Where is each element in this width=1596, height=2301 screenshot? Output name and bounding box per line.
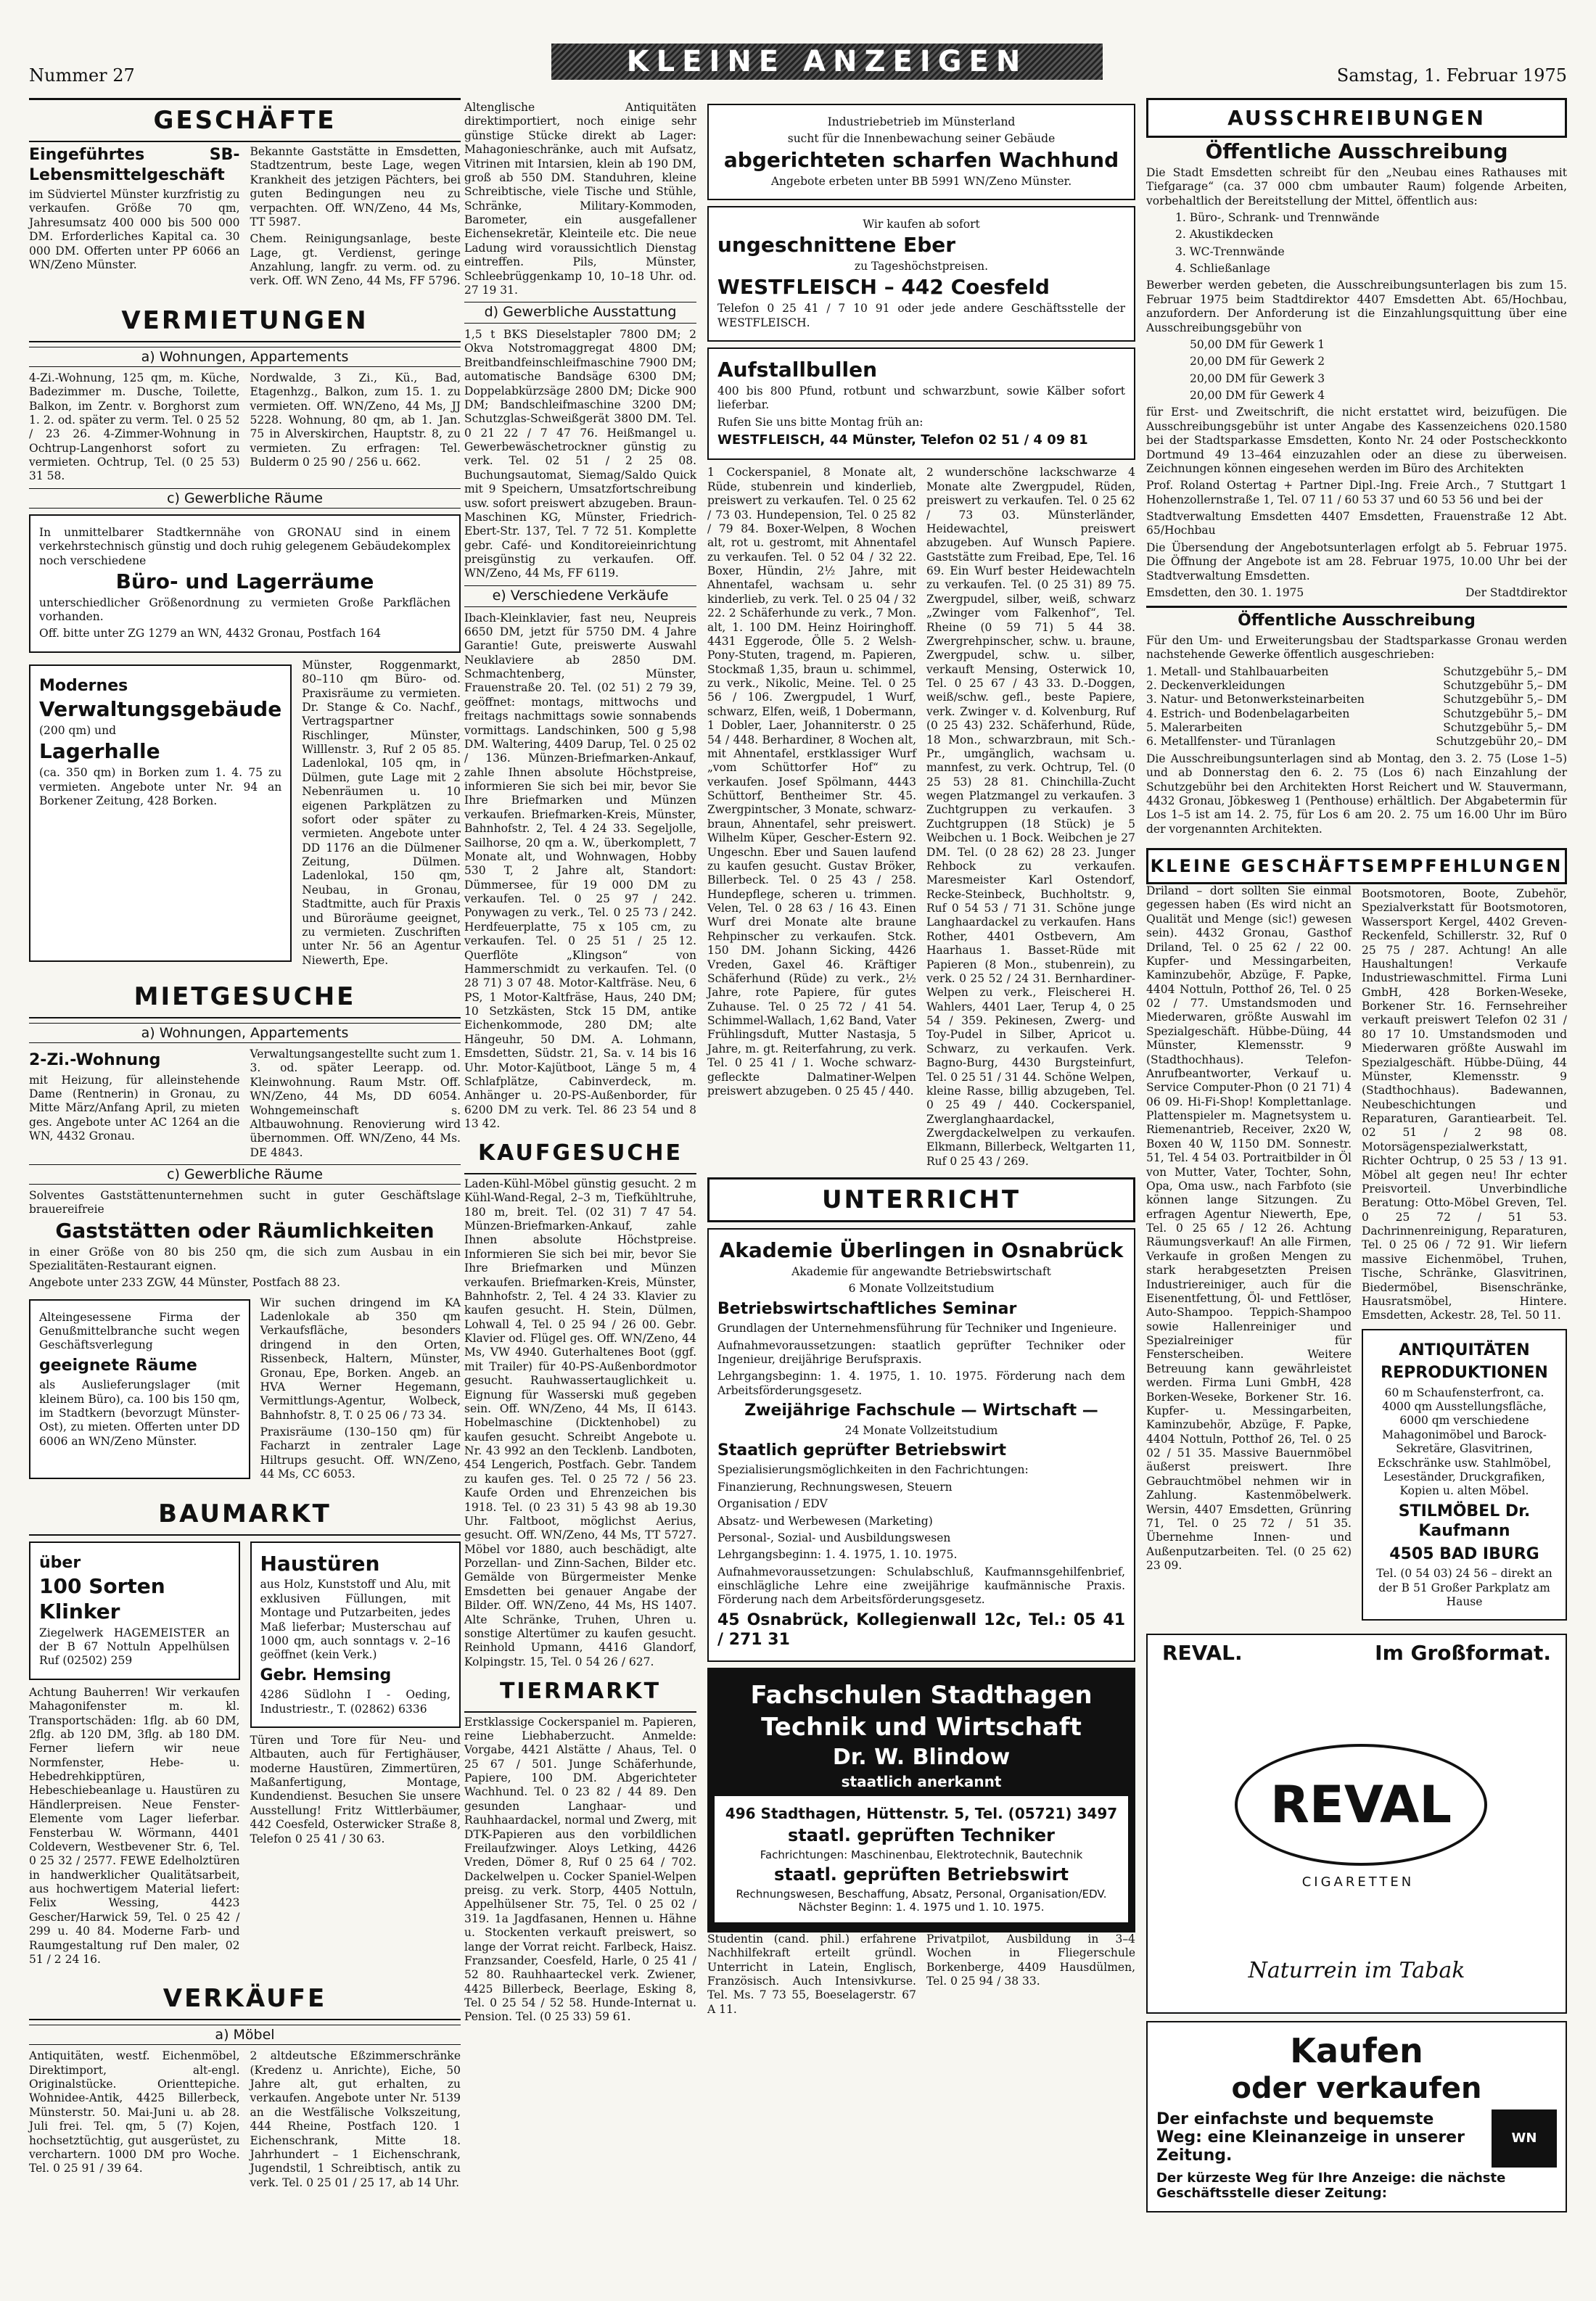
ad-heading: Klinker xyxy=(39,1599,120,1623)
subsection: a) Möbel xyxy=(29,2025,461,2045)
ad-text: aus Holz, Kunststoff und Alu, mit exklusiven Füllungen, mit Montage und Putzarbeiten, jedes Maß lieferbar; Musterschau auf 1000 qm, auch sonntags v. 2–16 geöffnet (kein Verk.) xyxy=(260,1578,451,1662)
list-item: 4. Schließanlage xyxy=(1175,262,1270,276)
ad-text: Alteingesessene Firma der Genußmittelbranche sucht wegen Geschäftsverlegung xyxy=(39,1310,240,1352)
ad-heading: Haustüren xyxy=(260,1551,380,1576)
ad-text: 2 wunderschöne lackschwarze 4 Monate alte Zwergpudel, Rüden, preiswert zu verkaufen. Tel. 0 25 62 / 73 03. Münsterländer, Heidewachtel, preiswert abzugeben. Auf Wunsch Papiere. Gaststätte zum Freibad, Epe, Tel. 16 69. Ein Wurf bester Heidewachteln zu verkaufen. Tel. (0 25 31) 89 75. Zwergpudel, silber, weiß, schwarz „Zwinger vom Falkenhof“, Tel. Rheine (0 59 71) 5 44 38. Zwergrehpinscher, schw. u. braune, Zwergpudel, schw. u. silber, verkauft Mensing, Osterwick 10, Tel. 0 25 67 / 43 33. D.-Doggen, weiß/schw. gefl., beste Papiere, verk. Zwinger v. d. Kolvenburg, Ruf (0 25 43) 232. Schäferhund, Rüde, 18 Mon., schwarzbraun, mit Sch.-Pr., umgänglich, wachsam u. mannfest, zu verk. Ochtrup, Tel. (0 25 53) 28 81. Chinchilla-Zucht wegen Platzmangel zu verkaufen. 3 Zuchtgruppen zu verkaufen. 3 Zuchtgruppen (18 Stück) je 5 Weibchen u. 1 Bock. Weibchen je 27 DM. Tel. (0 28 62) 28 23. Junger Rehbock zu verkaufen. Maresmeister Karl Ostendorf, Recke-Steinbeck, Buchholtstr. 9, Ruf 0 54 53 / 71 31. Schöne junge Langhaardackel zu verkaufen. Hans Rother, 4401 Ostbevern, Am Haarhaus 1. Basset-Rüde mit Papieren (8 Mon., stubenrein), zu verk. 0 25 52 / 24 31. Bernhardiner-Welpen zu verk., Fleischerei H. Wahlers, 4401 Laer, Terup 4, 0 25 54 / 359. Pekinesen, Zwerg- und Toy-Pudel in Silber, Apricot u. Schwarz, zu verkaufen. Verk. Bagno-Burg, 4430 Burgsteinfurt, Tel. 0 25 51 / 31 44. Schöne Welpen, kleine Rasse, billig abzugeben, Tel. 0 25 49 / 440. Cockerspaniel, Zwerglanghaardackel, Zwergdackelwelpen zu verkaufen. Elkmann, Billerbeck, Weltgarten 11, Ruf 0 25 43 / 269. xyxy=(926,466,1135,1168)
section-kaufgesuche: KAUFGESUCHE xyxy=(464,1134,696,1174)
section-banner: KLEINE ANZEIGEN xyxy=(551,44,1103,80)
ad-heading: ANTIQUITÄTEN xyxy=(1399,1341,1530,1359)
ad-text: zu Tageshöchstpreisen. xyxy=(854,260,989,273)
ad-text: (ca. 350 qm) in Borken zum 1. 4. 75 zu vermieten. Angebote unter Nr. 94 an Borkener Zeitung, 428 Borken. xyxy=(39,766,282,808)
column-4 xyxy=(1146,98,1567,2218)
ad-stilmoebel xyxy=(1362,1329,1567,1621)
ad-text: Antiquitäten, westf. Eichenmöbel, Direktimport, alt-engl. Originalstücke. Orienttepiche. Wohnidee-Antik, 4425 Billerbeck, Münsterstr. 50. Mai-Juni u. ab 28. Juli frei. Tel. qm, 5 (7) Kojen, hochsetztüchtig, gut ausgerüstet, zu verchartern. 1000 DM pro Woche. Tel. 0 25 91 / 39 64. xyxy=(29,2049,240,2176)
ad-heading: Kaufen xyxy=(1290,2031,1423,2071)
ad-text: Der kürzeste Weg für Ihre Anzeige: die nächste Geschäftsstelle dieser Zeitung: xyxy=(1156,2170,1506,2201)
section-geschaefte: GESCHÄFTE xyxy=(29,100,461,142)
ad-hemsing xyxy=(250,1541,461,1728)
ad-heading: Lagerhalle xyxy=(39,739,160,764)
ad-heading: Öffentliche Ausschreibung xyxy=(1238,612,1476,630)
subsection: a) Wohnungen, Appartements xyxy=(29,1023,461,1043)
ad-text: in einer Größe von 80 bis 250 qm, die sich zum Ausbau in ein Spezialitäten-Restaurant eignen. xyxy=(29,1245,461,1272)
ad-heading: REPRODUKTIONEN xyxy=(1381,1364,1548,1383)
ad-heading: ungeschnittene Eber xyxy=(717,233,956,258)
ad-text: Industriebetrieb im Münsterland xyxy=(827,115,1016,128)
ad-text: mit Heizung, für alleinstehende Dame (Rentnerin) in Gronau, zu Mitte März/Anfang April, zu mieten ges. Angebote unter AC 1264 an die WN, 4432 Gronau. xyxy=(29,1073,240,1143)
ad-heading: Im Großformat. xyxy=(1375,1641,1551,1666)
lot-name: 4. Estrich- und Bodenbelagarbeiten xyxy=(1146,707,1350,720)
section-verkaeufe: VERKÄUFE xyxy=(29,1978,461,2020)
ad-heading: 2-Zi.-Wohnung xyxy=(29,1051,161,1070)
ad-text: Wir kaufen ab sofort xyxy=(863,217,980,231)
lot-name: 2. Deckenverkleidungen xyxy=(1146,678,1286,692)
ad-text: Aufnahmevoraussetzungen: Schulabschluß, Kaufmannsgehilfenbrief, einschlägliche Lehre eine zweijährige kaufmännische Praxis. Förderung nach dem Arbeitsförderungsgesetz. xyxy=(717,1565,1125,1607)
ad-text: Achtung Bauherren! Wir verkaufen Mahagonifenster m. kl. Transportschäden: 1flg. ab 60 DM, 2flg. ab 120 DM, 3flg. ab 180 DM. Ferner liefern wir neue Normfenster, Hebe- u. Hebedrehkipptüren, Hebeschiebeanlage u. Haustüren zu Händlerpreisen. Neue Fenster-Elemente vom Lager lieferbar. Fensterbau W. Wörmann, 4401 Coldevern, Westbevener Str. 6, Tel. 0 25 32 / 2577. FEWE Edelholztüren in handwerklicher Qualitätsarbeit, aus hochwertigem Material liefert: Felix Wessing, 4423 Gescher/Harwick 59, Tel. 0 25 42 / 299 u. 40 84. Moderne Farb- und Raumgestaltung ruf Den maler, 02 51 / 2 24 16. xyxy=(29,1685,240,1966)
ad-text: Bewerber werden gebeten, die Ausschreibungsunterlagen bis zum 15. Februar 1975 beim Stadtdirektor 4407 Emsdetten Abt. 65/Hochbau, anzufordern. Der Anforderung ist die Einzahlungsquittung über eine Ausschreibungsgebühr von xyxy=(1146,279,1567,334)
ad-text: 60 m Schaufensterfront, ca. 4000 qm Ausstellungsfläche, 6000 qm verschiedene Mahagonimöbel und Barock-Sekretäre, Glasvitrinen, Eckschränke usw. Stahlmöbel, Leseständer, Druckgrafiken, Kopien u. alten Möbel. xyxy=(1377,1386,1552,1498)
ad-klinker xyxy=(29,1541,240,1680)
ad-heading: Dr. W. Blindow xyxy=(832,1744,1011,1770)
ad-heading: Eingeführtes SB-Lebensmittelgeschäft xyxy=(29,146,240,184)
ad-heading: Gaststätten oder Räumlichkeiten xyxy=(55,1218,435,1243)
ad-text: Ziegelwerk HAGEMEISTER an der B 67 Nottuln Appelhülsen Ruf (02502) 259 xyxy=(39,1626,230,1668)
ad-text: Münster, Roggenmarkt, 80–110 qm Büro- od. Praxisräume zu vermieten. Dr. Stange & Co. Nachf., Vertragspartner Rischlinger, Münster, Willlenstr. 3, Ruf 2 05 85. Ladenlokal, 105 qm, in Dülmen, gute Lage mit 2 Nebenräumen u. 10 eigenen Parkplätzen zu sofort oder später zu vermieten. Angebote unter DD 1176 an die Dülmener Zeitung, Dülmen. Ladenlokal, 150 qm, Neubau, in Gronau, Stadtmitte, auch für Praxis und Büroräume geeignet, zu vermieten. Zuschriften unter Nr. 56 an Agentur Niewerth, Epe. xyxy=(302,658,461,967)
ad-akademie xyxy=(707,1228,1135,1662)
ad-contact: Angebote unter 233 ZGW, 44 Münster, Postfach 88 23. xyxy=(29,1276,340,1290)
ad-text: Rufen Sie uns bitte Montag früh an: xyxy=(717,415,924,429)
ad-text: Privatpilot, Ausbildung in 3–4 Wochen in Fliegerschule Borkenberge, 4409 Hausdülmen, Tel. 0 25 94 / 38 33. xyxy=(926,1932,1135,1988)
ad-heading: Aufstallbullen xyxy=(717,358,878,382)
ad-text: Ibach-Kleinklavier, fast neu, Neupreis 6650 DM, jetzt für 5750 DM. 4 Jahre Garantie! Gute, preiswerte Auswahl Neuklaviere ab 2850 DM. Schmachtenberg, Münster, Frauenstraße 20. Tel. (02 51) 2 79 39, geöffnet: montags, mittwochs und freitags nachmittags sowie sonnabends vormittags. Landschinken, 500 g 5,98 DM. Waltering, 4409 Darup, Tel. 0 25 02 / 136. Münzen-Briefmarken-Ankauf, zahle Ihnen absolute Höchstpreise, informieren Sie sich bei mir, bevor Sie Ihre Briefmarken und Münzen verkaufen. Briefmarken-Kreis, Münster, Bahnhofstr. 2, Tel. 4 24 33. Segeljolle, Sailhorse, 20 qm a. W., überkomplett, 7 Monate alt, und Wohnwagen, Hobby 530 T, 2 Jahre alt, Standort: Dümmersee, für 19 000 DM zu verkaufen. Tel. 0 25 97 / 242. Ponywagen zu verk., Tel. 0 25 73 / 242. Herdfeuerplatte, 75 x 105 cm, zu verkaufen. Tel. 0 25 51 / 25 12. Querflöte „Klingson“ von Hammerschmidt zu verkaufen. Tel. (0 28 71) 3 07 48. Motor-Kaltfräse. Neu, 6 PS, 1 Motor-Kaltfräse, Haus, 240 DM; 10 Setzkästen, Stck 15 DM, antike Eichenkommode, 280 DM; alte Hängeuhr, 50 DM. A. Lohmann, Emsdetten, Südstr. 21, Sa. v. 14 bis 16 Uhr. Motor-Kajütboot, Länge 5 m, 4 Schlafplätze, Cabinverdeck, m. Anhänger u. 20-PS-Außenborder, für 6200 DM zu verk. Tel. 86 23 54 und 8 13 42. xyxy=(464,611,696,1130)
lot-name: 3. Natur- und Betonwerksteinarbeiten xyxy=(1146,693,1365,707)
ad-heading: oder verkaufen xyxy=(1231,2071,1482,2105)
ad-text: Praxisräume (130–150 qm) für Facharzt in zentraler Lage Hiltrups gesucht. Off. WN/Zeno, 44 Ms, CC 6053. xyxy=(260,1425,461,1481)
ad-text: Fachrichtungen: Maschinenbau, Elektrotechnik, Bautechnik xyxy=(760,1848,1083,1861)
section-mietgesuche: MIETGESUCHE xyxy=(29,976,461,1018)
ad-text: Für den Um- und Erweiterungsbau der Stadtsparkasse Gronau werden nachstehende Gewerke öffentlich ausgeschrieben: xyxy=(1146,633,1567,662)
ad-text: Studentin (cand. phil.) erfahrene Nachhilfekraft erteilt gründl. Unterricht in Latein, Englisch, Französisch. Auch Intensivkurse. Tel. Ms. 7 73 55, Boeselagerstr. 67 A 11. xyxy=(707,1932,916,2016)
subsection: c) Gewerbliche Räume xyxy=(29,488,461,509)
list-item: Absatz- und Werbewesen (Marketing) xyxy=(717,1514,933,1528)
ad-heading: WESTFLEISCH – 442 Coesfeld xyxy=(717,275,1050,300)
list-item xyxy=(1146,665,1567,679)
ad-text: In unmittelbarer Stadtkernnähe von GRONAU sind in einem verkehrstechnisch günstig und doch ruhig gelegenem Gebäudekomplex noch verschiedene xyxy=(39,525,451,567)
ad-heading: Fachschulen Stadthagen xyxy=(750,1680,1093,1710)
list-item xyxy=(1146,707,1567,721)
section-unterricht: UNTERRICHT xyxy=(707,1177,1135,1222)
ad-text: 4-Zi.-Wohnung, 125 qm, m. Küche, Badezimmer m. Dusche, Toilette, Balkon, im Zentr. v. Borghorst zum 1. 2. od. später zu verm. Tel. 0 25 52 / 23 26. 4-Zimmer-Wohnung in Ochtrup-Langenhorst sofort zu vermieten. Ochtrup, Tel. (0 25 53) 31 58. xyxy=(29,371,240,483)
ad-contact: Off. bitte unter ZG 1279 an WN, 4432 Gronau, Postfach 164 xyxy=(39,627,382,641)
ad-text: staatlich anerkannt xyxy=(841,1772,1002,1790)
ad-text: Altenglische Antiquitäten direktimportiert, noch einige sehr günstige Stücke direkt ab Lager: Mahagonieschränke, auch mit Aufsatz, Vitrinen mit Intarsien, klein ab 190 DM, groß ab 550 DM. Standuhren, kleine Schreibtische, viele Tische und Stühle, Schränke, Military-Kommoden, Barometer, ein ausgefallener Eichensekretär, Kleinteile etc. Die neue Ladung wird voraussichtlich Dienstag eintreffen. Pils, Münster, Schleebrüggenkamp 10, 10–18 Uhr. od. 27 19 31. xyxy=(464,101,696,297)
ad-text: Grundlagen der Unternehmensführung für Techniker und Ingenieure. xyxy=(717,1322,1117,1335)
section-vermietungen: VERMIETUNGEN xyxy=(29,300,461,342)
signature: Der Stadtdirektor xyxy=(1465,585,1567,599)
ad-gaststaetten xyxy=(29,1189,461,1291)
ad-heading: staatl. geprüften Techniker xyxy=(787,1824,1056,1845)
ad-heading: REVAL. xyxy=(1162,1641,1243,1666)
ad-text: Bootsmotoren, Boote, Zubehör, Spezialverkstatt für Bootsmotoren, Wassersport Kergel, 4402 Greven-Reckenfeld, Schillerstr. 32, Ruf 0 25 75 / 287. Achtung! An alle Haushaltungen! Verkaufe Industriewaschmittel. Firma Luni GmbH, 428 Borken-Weseke, Borkener Str. 16. Fernsehreiher verkauft preiswert Telefon 02 31 / 80 17 10. Umstandsmoden und Miederwaren größte Auswahl im Spezialgeschäft. Hübbe-Düing, 44 Münster, Klemensstr. 9 (Stadthochhaus). Badewannen, Neubeschichtungen und Reparaturen, Garantiearbeit. Tel. 02 51 / 2 98 08. Motorsägenspezialwerkstatt, Richter Ochtrup, 0 25 53 / 13 91. Möbel alt gegen neu! Ihr echter Preisvorteil. Unverbindliche Beratung: Otto-Möbel Greven, Tel. 0 25 72 / 51 53. Dachrinnenreinigung, Reparaturen, Tel. 0 25 06 / 72 91. Wir liefern massive Eichenmöbel, Truhen, Tische, Schränke, Glasvitrinen, Biedermöbel, Bisenschränke, Hausratsmöbel, Hintere. Emsdetten, Ackestr. 28, Tel. 50 11. xyxy=(1362,887,1567,1322)
section-ausschreibungen: AUSSCHREIBUNGEN xyxy=(1146,98,1567,138)
reval-logo: REVAL xyxy=(1235,1744,1487,1866)
lot-fee: Schutzgebühr 5,– DM xyxy=(1443,693,1567,707)
ad-heading: Betriebswirtschaftliches Seminar xyxy=(717,1299,1017,1318)
reval-slogan: Naturrein im Tabak xyxy=(1248,1958,1465,1984)
ad-text: Chem. Reinigungsanlage, beste Lage, gt. Verdienst, geringe Anzahlung, langfr. zu verm. od. zu verk. Off. WN Zeno, 44 Ms, FF 5796. xyxy=(250,232,461,288)
ad-heading: Zweijährige Fachschule — Wirtschaft — xyxy=(744,1401,1098,1420)
ad-wachhund xyxy=(707,104,1135,200)
ad-text: Nordwalde, 3 Zi., Kü., Bad, Etagenhzg., Balkon, zum 15. 1. zu vermieten. Off. WN/Zeno, 44 Ms, JJ 5228. Wohnung, 80 qm, ab 1. Jan. 75 in Alverskirchen, Hauptstr. 8, zu vermieten. Zu erfragen: Tel. Bulderm 0 25 90 / 256 u. 662. xyxy=(250,371,461,469)
ad-text: Die Stadt Emsdetten schreibt für den „Neubau eines Rathauses mit Tiefgarage“ (ca. 37 000 cbm umbauter Raum) folgende Arbeiten, vorbehaltlich der Bereitstellung der Mittel, öffentlich aus: xyxy=(1146,165,1567,207)
lot-fee: Schutzgebühr 5,– DM xyxy=(1443,678,1567,692)
ad-contact: Tel. (0 54 03) 24 56 – direkt an der B 51 Großer Parkplatz am Hause xyxy=(1376,1567,1552,1608)
ad-contact: WESTFLEISCH, 44 Münster, Telefon 02 51 / 4 09 81 xyxy=(717,432,1088,448)
ad-text: 2 altdeutsche Eßzimmerschränke (Kredenz u. Anrichte), Eiche, 50 Jahre alt, gut erhalten, zu verkaufen. Angebote unter Nr. 5139 an die Westfälische Volkszeitung, 444 Rheine, Postfach 120. 1 Eichenschrank, Mitte 18. Jahrhundert – 1 Eichenschrank, Jugendstil, 1 Schreibtisch, antik zu verk. Tel. 0 25 01 / 25 17, ab 14 Uhr. xyxy=(250,2049,461,2189)
ad-heading: 100 Sorten xyxy=(39,1574,165,1599)
ad-contact: 4286 Südlohn I - Oeding, Industriestr., T. (02862) 6336 xyxy=(260,1688,451,1716)
ad-heading: Gebr. Hemsing xyxy=(260,1666,392,1684)
list-item: 3. WC-Trennwände xyxy=(1175,244,1285,258)
section-baumarkt: BAUMARKT xyxy=(29,1494,461,1536)
list-item: 2. Akustikdecken xyxy=(1175,228,1274,242)
list-item: 1. Büro-, Schrank- und Trennwände xyxy=(1175,210,1380,224)
column-2 xyxy=(464,98,696,2028)
subsection: c) Gewerbliche Räume xyxy=(29,1164,461,1185)
ad-text: für Erst- und Zweitschrift, die nicht erstattet wird, beizufügen. Die Ausschreibungsgebühr ist unter Angabe des Kassenzeichens 020.1580 bei der Stadtsparkasse Emsdetten, Konto Nr. 24 oder Postscheckkonto Dortmund 49 13–464 einzuzahlen oder an diese zu überweisen. Zeichnungen können eingesehen werden im Büro des Architekten xyxy=(1146,406,1567,475)
ad-text: 1,5 t BKS Dieselstapler 7800 DM; 2 Okva Notstromaggregat 4800 DM; Breitbandfeinschleifmaschine 7900 DM; automatische Bandsäge 6300 DM; Doppelabkürzsäge 2800 DM; Dicke 900 DM; Bandschleifmaschine 3200 DM; Schutzglas-Schweißgerät 3800 DM. Tel. 0 21 22 / 7 47 76. Heißmangel u. Gewerbewäschetrockner günstig zu verk. Tel. 02 51 / 2 25 08. Buchungsautomat, Siemag/Saldo Quick mit 9 Speichern, Umsatzfortschreibung usw. sofort preiswert abzugeben. Braun-Maschinen KG, Münster, Friedrich-Ebert-Str. 137, Tel. 7 72 51. Komplette gebr. Café- und Konditoreieinrichtung preisgünstig zu verkaufen. Off. WN/Zeno, 44 Ms, FF 6119. xyxy=(464,328,696,580)
ad-heading: über xyxy=(39,1553,81,1572)
ad-text: Die Übersendung der Angebotsunterlagen erfolgt ab 5. Februar 1975. Die Öffnung der Angebote ist am 28. Februar 1975, 10.00 Uhr bei der Stadtverwaltung Emsdetten. xyxy=(1146,540,1567,583)
ad-heading: Öffentliche Ausschreibung xyxy=(1205,139,1508,163)
ad-text: Akademie für angewandte Betriebswirtschaft xyxy=(791,1264,1051,1278)
ad-text: Solventes Gaststättenunternehmen sucht in guter Geschäftslage brauereifreie xyxy=(29,1189,461,1217)
list-item xyxy=(1146,693,1567,707)
ad-text: Bekannte Gaststätte in Emsdetten, Stadtzentrum, beste Lage, wegen Krankheit des jetzigen Pächters, bei guten Bedingungen neu zu verpachten. Off. WN/Zeno, 44 Ms, TT 5987. xyxy=(250,145,461,229)
ad-text: 6 Monate Vollzeitstudium xyxy=(848,1282,995,1296)
section-tiermarkt: TIERMARKT xyxy=(464,1672,696,1713)
ad-contact: 45 Osnabrück, Kollegienwall 12c, Tel.: 05 41 / 271 31 xyxy=(717,1610,1125,1650)
ad-contact: 496 Stadthagen, Hüttenstr. 5, Tel. (05721) 3497 xyxy=(725,1804,1118,1822)
ad-text: 24 Monate Vollzeitstudium xyxy=(844,1423,998,1437)
ad-text: Rechnungswesen, Beschaffung, Absatz, Personal, Organisation/EDV. Nächster Beginn: 1. 4. 1975 und 1. 10. 1975. xyxy=(736,1887,1107,1914)
ad-heading: Verwaltungsgebäude xyxy=(39,697,282,722)
ad-text: Lehrgangsbeginn: 1. 4. 1975, 1. 10. 1975. Förderung nach dem Arbeitsförderungsgesetz. xyxy=(717,1370,1125,1397)
list-item: Finanzierung, Rechnungswesen, Steuern xyxy=(717,1480,953,1494)
ad-heading: Staatlich geprüfter Betriebswirt xyxy=(717,1441,1007,1460)
ad-text: Die Ausschreibungsunterlagen sind ab Montag, den 3. 2. 75 (Lose 1–5) und ab Donnerstag den 6. 2. 75 (Los 6) nach Einzahlung der Schutzgebühr bei den Architekten Horst Reichert und W. Stauvermann, 4432 Gronau, Jöbkesweg 1 (Penthouse) erhältlich. Der Abgabetermin für Los 1–5 ist am 14. 2. 75, für Los 6 am 20. 2. 75 um 16.00 Uhr im Büro der vorgenannten Architekten. xyxy=(1146,752,1567,836)
ad-text: 400 bis 800 Pfund, rotbunt und schwarzbunt, sowie Kälber sofort lieferbar. xyxy=(717,384,1125,412)
signature-date: Emsdetten, den 30. 1. 1975 xyxy=(1146,585,1304,599)
ad-text: Der einfachste und bequemste Weg: eine Kleinanzeige in unserer Zeitung. xyxy=(1156,2109,1465,2165)
page-header xyxy=(29,44,1567,87)
ad-gronau xyxy=(29,514,461,653)
ad-heading: Büro- und Lagerräume xyxy=(115,569,374,593)
ad-contact: Telefon 0 25 41 / 7 10 91 oder jede andere Geschäftsstelle der WESTFLEISCH. xyxy=(717,302,1125,329)
ad-text: Wir suchen dringend im KA Ladenlokale ab 350 qm Verkaufsfläche, besonders dringend in den Orten, Rissenbeck, Haltern, Münster, Gronau, Epe, Borken. Angeb. an HVA Werner Hegemann, Vermittlungs-Agentur, Wolbeck, Bahnhofstr. 8, T. 0 25 06 / 73 34. xyxy=(260,1296,461,1422)
lot-fee: Schutzgebühr 20,– DM xyxy=(1436,735,1567,749)
lot-fee: Schutzgebühr 5,– DM xyxy=(1443,664,1567,678)
ad-reval xyxy=(1146,1634,1567,2014)
ad-heading: Akademie Überlingen in Osnabrück xyxy=(719,1238,1124,1263)
list-item xyxy=(1146,721,1567,735)
ad-blindow xyxy=(707,1668,1135,1932)
ad-text: Spezialisierungsmöglichkeiten in den Fachrichtungen: xyxy=(717,1463,1029,1477)
ad-text: unterschiedlicher Größenordnung zu vermieten Große Parkflächen vorhanden. xyxy=(39,596,451,624)
ad-westfleisch-eber xyxy=(707,206,1135,342)
ad-text: (200 qm) und xyxy=(39,724,117,738)
ad-heading: geeignete Räume xyxy=(39,1356,197,1375)
ad-kaufen-verkaufen xyxy=(1146,2021,1567,2212)
list-item: Organisation / EDV xyxy=(717,1497,828,1511)
ad-westfleisch-bullen xyxy=(707,347,1135,460)
ad-text: Lehrgangsbeginn: 1. 4. 1975, 1. 10. 1975. xyxy=(717,1548,958,1562)
ad-text: im Südviertel Münster kurzfristig zu verkaufen. Größe 70 qm, Jahresumsatz 400 000 bis 500 000 DM. Erforderliches Kapital ca. 30 000 DM. Offerten unter PP 6066 an WN/Zeno Münster. xyxy=(29,188,240,271)
ad-contact: Angebote erbeten unter BB 5991 WN/Zeno Münster. xyxy=(770,174,1072,188)
subsection: d) Gewerbliche Ausstattung xyxy=(464,302,696,324)
ad-heading: staatl. geprüften Betriebswirt xyxy=(773,1864,1069,1885)
ad-text: Prof. Roland Ostertag + Partner Dipl.-Ing. Freie Arch., 7 Stuttgart 1 Hohenzollernstraße 1, Tel. 07 11 / 60 53 37 und 60 53 56 und bei der xyxy=(1146,479,1567,506)
issue-number: Nummer 27 xyxy=(29,65,135,86)
ad-text: 1 Cockerspaniel, 8 Monate alt, Rüde, stubenrein und kinderlieb, preiswert zu verkaufen. Tel. 0 25 62 / 73 03. Hundepension, Tel. 0 25 82 / 79 84. Boxer-Welpen, 8 Wochen alt, rot u. gestromt, mit Ahnentafel zu verkaufen. Tel. 0 52 04 / 32 22. Boxer, Hündin, 2½ Jahre, mit Ahnentafel, wachsam u. sehr kinderlieb, zu verk. Tel. 0 25 04 / 32 22. 2 Schäferhunde zu verk., 7 Mon. alt, 1. 100 DM. Heinz Hoiringhoff. 4431 Eggerode, Ölle 5. 2 Welsh-Pony-Stuten, tragend, m. Papieren, Stockmaß 1,35, braun u. schimmel, zu verk., Nikolic, Meine. Tel. 0 25 56 / 106. Zwergpudel, 1 Wurf, schwarz, Elfen, weiß, 1 Dobermann, 1 Dobler, Laer, Johanniterstr. 0 25 54 / 448. Berhardiner, 8 Wochen alt, mit Ahnentafel, erstklassiger Wurf „vom Schüttorfer Hof“ zu verkaufen. Josef Spölmann, 4443 Schüttorf, Bentheimer Str. 45. Zwergpintscher, 3 Monate, schwarz-braun, Ahnentafel, sehr preiswert. Wilhelm Küper, Gescher-Estern 92. Ungeschn. Eber und Sauen laufend zu kaufen gesucht. Gustav Bröker, Billerbeck. Tel. 0 25 43 / 258. Hundepflege, scheren u. trimmen. Velen, Tel. 0 28 63 / 16 43. Einen Wurf drei Monate alte braune Rehpinscher zu verkaufen. Stck. 150 DM. Johann Sicking, 4426 Vreden, Gaxel 46. Kräftiger Schäferhund (Rüde) zu verk., 2½ Jahre, rote Papiere, für gutes Zuhause. Tel. 0 25 72 / 41 54. Schimmel-Wallach, 1,62 Band, Vater Frühlingsduft, Mutter Nastasja, 5 Jahre, m. gt. Reiterfahrung, zu verk. Tel. 0 25 41 / 1. Woche schwarz-gefleckte Dalmatiner-Welpen preiswert abzugeben. 0 25 45 / 440. xyxy=(707,466,916,1098)
list-item xyxy=(1146,735,1567,749)
ad-text: Verwaltungsangestellte sucht zum 1. 3. od. später Leerapp. od. Kleinwohnung. Raum Mstr. Off. WN/Zeno, 44 Ms, DD 6054. Wohngemeinschaft s. Altbauwohnung. Renovierung wird übernommen. Off. WN/Zeno, 44 Ms. DE 4843. xyxy=(250,1047,461,1159)
section-kleine-geschaeftsempfehlungen: KLEINE GESCHÄFTSEMPFEHLUNGEN xyxy=(1146,848,1567,884)
list-item xyxy=(1146,679,1567,693)
lot-fee: Schutzgebühr 5,– DM xyxy=(1443,707,1567,720)
list-item: Personal-, Sozial- und Ausbildungswesen xyxy=(717,1531,951,1544)
column-3 xyxy=(707,98,1135,2017)
ad-heading: Modernes xyxy=(39,676,128,695)
ad-borken xyxy=(29,664,292,962)
ad-heading: 4505 BAD IBURG xyxy=(1389,1544,1539,1563)
ad-heading: STILMÖBEL Dr. Kaufmann xyxy=(1398,1502,1531,1541)
ad-raeume xyxy=(29,1299,250,1479)
reval-sub: CIGARETTEN xyxy=(1301,1874,1415,1890)
list-item: 20,00 DM für Gewerk 2 xyxy=(1190,355,1325,369)
ad-text: Erstklassige Cockerspaniel m. Papieren, reine Liebhaberzucht. Anmelde: Vorgabe, 4421 Alstätte / Ahaus, Tel. 0 25 67 / 501. Junge Schäferhunde, Papiere, 100 DM. Abgerichteter Wachhund. Tel. 0 23 82 / 44 89. Den gesunden Langhaar- und Rauhhaardackel, normal und Zwerg, mit DTK-Papieren aus den vorbildlichen Freilaufzwinger. Aloys Letking, 4426 Vreden, Dömer 8, Ruf 0 25 64 / 702. Dackelwelpen u. Cocker Spaniel-Welpen preisg. zu verk. Storp, 4405 Nottuln, Appelhülsener Str. 75, Tel. 0 25 02 / 319. 1a Jagdfasanen, Hennen u. Hähne u. Stockenten verkauft preiswert, so lange der Vorrat reicht. Farlbeck, Haisz. Franzsander, Coesfeld, Harle, 0 25 41 / 52 80. Rauhhaarteckel verk. Zwiener, 4425 Billerbeck, Beerlage, Esking 8, Tel. 0 25 54 / 52 58. Hunde-Internat u. Pension. Tel. (0 25 33) 59 61. xyxy=(464,1715,696,2024)
ad-text: Aufnahmevoraussetzungen: staatlich geprüfter Techniker oder Ingenieur, dreijährige Berufspraxis. xyxy=(717,1338,1125,1366)
ad-text: sucht für die Innenbewachung seiner Gebäude xyxy=(787,132,1056,146)
wn-zeno-logo: WN ZENO xyxy=(1492,2109,1557,2168)
ad-text: als Auslieferungslager (mit kleinem Büro), ca. 100 bis 150 qm, im Stadtkern (bevorzugt Münster-Ost), zu mieten. Offerten unter DD 6006 an WN/Zeno Münster. xyxy=(39,1378,240,1448)
lot-name: 5. Malerarbeiten xyxy=(1146,721,1243,735)
lot-name: 6. Metallfenster- und Türanlagen xyxy=(1146,735,1336,749)
subsection: e) Verschiedene Verkäufe xyxy=(464,585,696,607)
ad-text: Türen und Tore für Neu- und Altbauten, auch für Fertighäuser, moderne Haustüren, Zimmertüren, Maßanfertigung, Montage, Kundendienst. Besuchen Sie unsere Ausstellung! Fritz Wittlerbäumer, 442 Coesfeld, Osterwicker Straße 8, Telefon 0 25 41 / 30 63. xyxy=(250,1733,461,1845)
list-item: 20,00 DM für Gewerk 4 xyxy=(1190,389,1325,403)
ad-heading: Technik und Wirtschaft xyxy=(761,1712,1082,1742)
ad-text: Laden-Kühl-Möbel günstig gesucht. 2 m Kühl-Wand-Regal, 2–3 m, Tiefkühltruhe, 180 m, breit. Tel. (02 31) 7 47 54. Münzen-Briefmarken-Ankauf, zahle Ihnen absolute Höchstpreise. Informieren Sie sich bei mir, bevor Sie Ihre Briefmarken und Münzen verkaufen. Briefmarken-Kreis, Münster, Bahnhofstr. 2, Tel. 4 24 33. Klavier zu kaufen gesucht. H. Stein, Dülmen, Lohwall 4, Tel. 0 25 94 / 26 00. Gebr. Klavier od. Flügel ges. Off. WN/Zeno, 44 Ms, VW 4940. Guterhaltenes Boot (ggf. mit Trailer) für 40-PS-Außenbordmotor gesucht. Rauhwassertauglichkeit u. Eignung für Wasserski muß gegeben sein. Off. WN/Zeno, 44 Ms, II 6143. Hobelmaschine (Dicktenhobel) zu kaufen gesucht. Schreibt Angebote u. Nr. 43 992 an den Tecklenb. Landboten, 454 Lengerich, Postfach. Gebr. Tandem zu kaufen ges. Tel. 0 25 72 / 56 23. Kaufe Orden und Ehrenzeichen bis 1918. Tel. (0 23 31) 5 43 98 ab 19.30 Uhr. Faltboot, möglichst Aerius, gesucht. Off. WN/Zeno, 44 Ms, TT 5727. Möbel vor 1880, auch beschädigt, alte Porzellan- und Zinn-Sachen, Bilder etc. Gemälde von Bürgermeister Menke Emsdetten bei genauer Angabe der Bilder. Off. WN/Zeno, 44 Ms, HS 1407. Alte Schränke, Truhen, Uhren u. sonstige Altertümer zu kaufen gesucht. Reinhold Upmann, 4416 Glandorf, Kolpingstr. 15, Tel. 0 54 26 / 627. xyxy=(464,1177,696,1668)
column-1 xyxy=(29,98,461,2190)
ad-text: Driland – dort sollten Sie einmal gegessen haben (Es wird nicht an Qualität und Menge (sic!) gewesen sein). 4432 Gronau, Gasthof Driland, Tel. 0 25 62 / 22 00. Kupfer- und Messingarbeiten, Kaminzubehör, Abzüge, F. Papke, 4404 Nottuln, Potthof 26, Tel. 0 25 02 / 77. Umstandsmoden und Miederwaren, größte Auswahl im Spezialgeschäft. Hübbe-Düing, 44 Münster, Klemensstr. 9 (Stadthochhaus). Telefon-Anrufbeantworter, Verkauf u. Service Computer-Phon (0 21 71) 4 06 09. Hi-Fi-Shop! Komplettanlage. Plattenspieler m. Magnetsystem u. Riemenantrieb, Receiver, 2x20 W, Boxen 40 W, 1150 DM. Sonnestr. 51, Tel. 4 54 03. Portraitbilder in Öl von Mutter, Vater, Tochter, Sohn, Opa, Oma usw., nach Farbfoto (sie können lange Sitzungen. Zu erfragen Agentur Niewerth, Epe, Tel. 0 25 65 / 12 26. Achtung Räumungsverkauf! An alle Firmen, Verkaufe in großen Mengen zu stark herabgesetzten Preisen Industriereiniger, auch für die Eisenentfettung, Öl- und Fettlöser, Auto-Shampoo. Teppich-Shampoo sowie Hallenreiniger und Spezialreiniger für Fensterscheiben. Weitere Betreuung kann gewährleistet werden. Firma Luni GmbH, 428 Borken-Weseke, Borkener Str. 16. Kupfer- u. Messingarbeiten, Kaminzubehör, Abzüge, F. Papke, 4404 Nottuln, Potthof 26, Tel. 0 25 02 / 51 35. Massive Bauernmöbel äußerst preiswert. Ihre Gebrauchtmöbel nehmen wir in Zahlung. Kastenmöbelwerk. Wersin, 4407 Emsdetten, Grünring 71, Tel. 0 25 72 / 51 35. Übernehme Innen- und Außenputzarbeiten. Tel. (0 25 62) 23 09. xyxy=(1146,884,1352,1573)
list-item: 50,00 DM für Gewerk 1 xyxy=(1190,337,1325,351)
issue-date: Samstag, 1. Februar 1975 xyxy=(1336,65,1567,86)
lot-fee: Schutzgebühr 5,– DM xyxy=(1443,721,1567,735)
list-item: 20,00 DM für Gewerk 3 xyxy=(1190,371,1325,385)
subsection: a) Wohnungen, Appartements xyxy=(29,347,461,367)
ad-text: Stadtverwaltung Emsdetten 4407 Emsdetten, Frauenstraße 12 Abt. 65/Hochbau xyxy=(1146,510,1567,538)
ad-heading: abgerichteten scharfen Wachhund xyxy=(723,147,1119,172)
lot-name: 1. Metall- und Stahlbauarbeiten xyxy=(1146,664,1329,678)
